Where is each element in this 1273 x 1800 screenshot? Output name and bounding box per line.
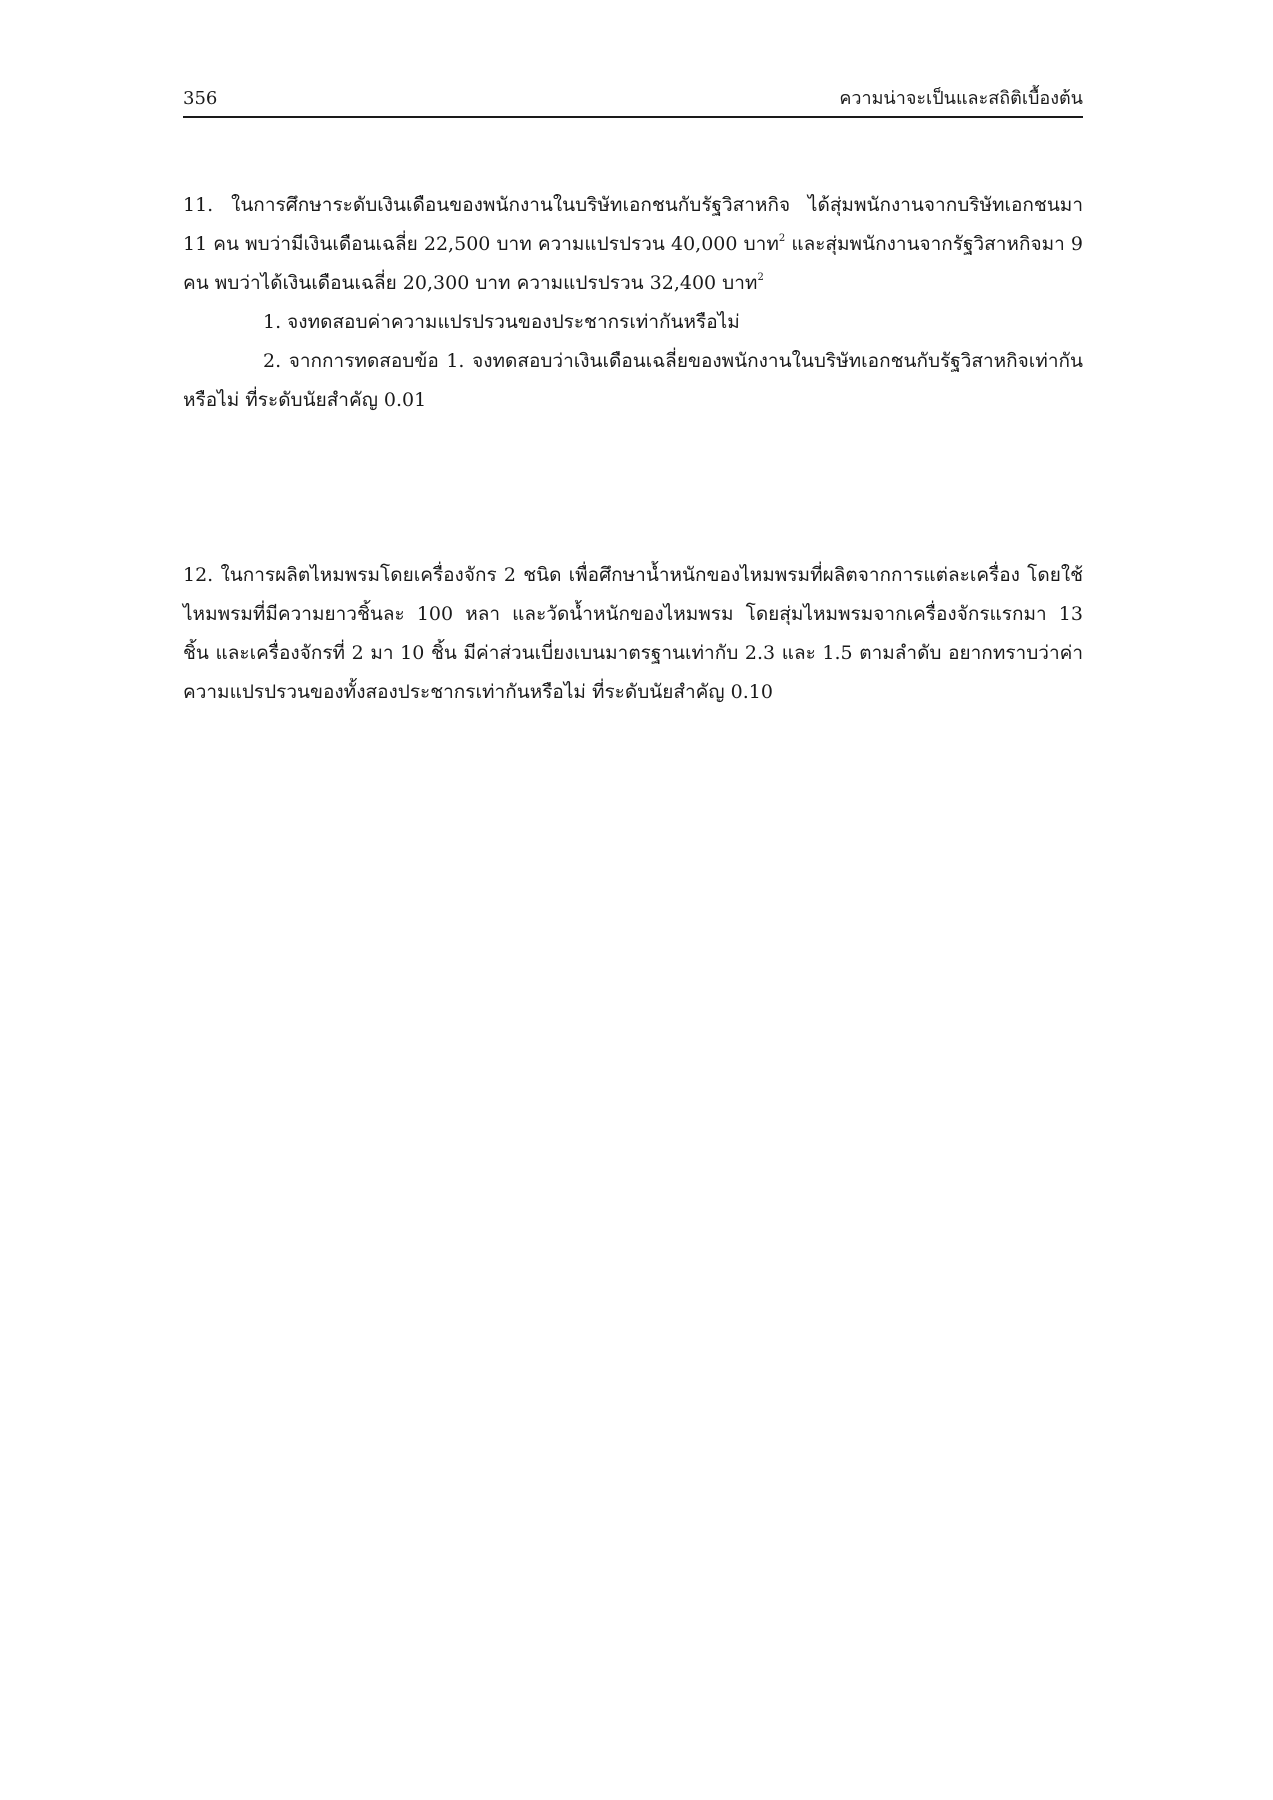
- header-rule: [183, 116, 1083, 118]
- exercise-11-superscript-1: 2: [778, 233, 786, 244]
- exercise-12: [183, 556, 1083, 712]
- exercise-12-text: 12. ในการผลิตไหมพรมโดยเครื่องจักร 2 ชนิด เพื่อศึกษาน้ำหนักของไหมพรมที่ผลิตจากการแต่ละเครื่อง โดยใช้ไหมพรมที่มีความยาวชิ้นละ 100 หลา และวัดน้ำหนักของไหมพรม โดยสุ่มไหมพรมจากเครื่องจักรแรกมา 13 ชิ้น และเครื่องจักรที่ 2 มา 10 ชิ้น มีค่าส่วนเบี่ยงเบนมาตรฐานเท่ากับ 2.3 และ 1.5 ตามลำดับ อยากทราบว่าค่าความแปรปรวนของทั้งสองประชากรเท่ากันหรือไม่ ที่ระดับนัยสำคัญ 0.10: [183, 564, 1083, 703]
- exercise-11-stem: [183, 186, 1083, 303]
- exercise-11-superscript-2: 2: [757, 272, 764, 283]
- page-header: [183, 84, 1083, 114]
- exercise-11-item-2: 2. จากการทดสอบข้อ 1. จงทดสอบว่าเงินเดือนเฉลี่ยของพนักงานในบริษัทเอกชนกับรัฐวิสาหกิจเท่ากันหรือไม่ ที่ระดับนัยสำคัญ 0.01: [183, 350, 1083, 411]
- running-title: ความน่าจะเป็นและสถิติเบื้องต้น: [839, 88, 1083, 109]
- page-number: 356: [183, 88, 218, 109]
- exercise-11: [183, 186, 1083, 420]
- exercise-11-item-1: 1. จงทดสอบค่าความแปรปรวนของประชากรเท่ากันหรือไม่: [263, 311, 740, 333]
- exercise-11-stem-part-2: และสุ่มพนักงานจากรัฐวิสาหกิจมา 9 คน พบว่าได้เงินเดือนเฉลี่ย 20,300 บาท ความแปรปรวน 32,400 บาท: [183, 233, 1083, 294]
- exercise-11-stem-part-1: 11. ในการศึกษาระดับเงินเดือนของพนักงานในบริษัทเอกชนกับรัฐวิสาหกิจ ได้สุ่มพนักงานจากบริษัทเอกชนมา 11 คน พบว่ามีเงินเดือนเฉลี่ย 22,500 บาท ความแปรปรวน 40,000 บาท: [183, 194, 1083, 255]
